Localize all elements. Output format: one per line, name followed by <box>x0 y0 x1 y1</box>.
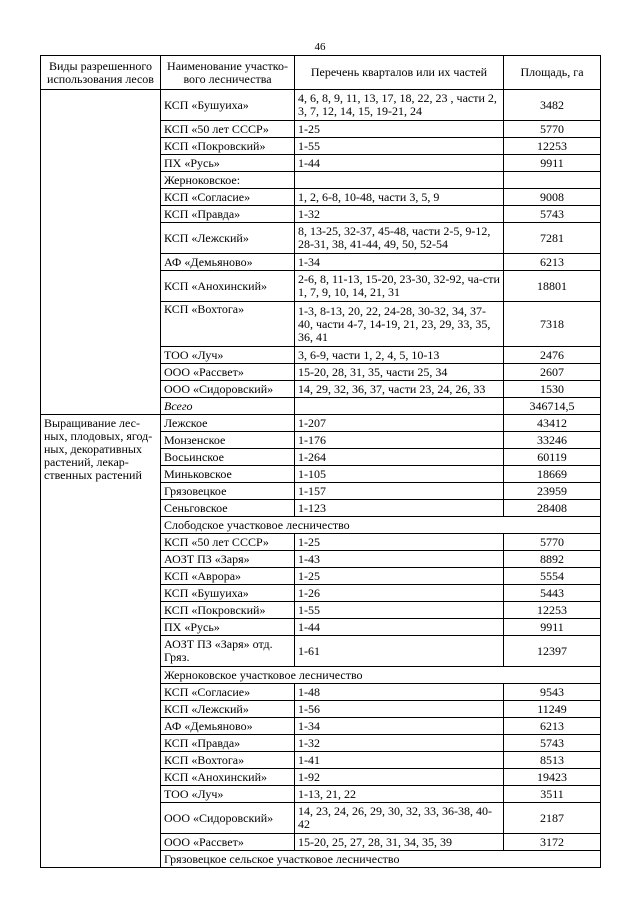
quarters-cell: 1-41 <box>295 752 504 769</box>
quarters-cell: 1-157 <box>295 483 504 500</box>
district-cell: КСП «50 лет СССР» <box>161 121 295 138</box>
area-cell: 8892 <box>504 551 601 568</box>
district-cell: Восьинское <box>161 449 295 466</box>
district-cell: КСП «Анохинский» <box>161 769 295 786</box>
district-cell: КСП «Лежский» <box>161 223 295 254</box>
district-cell: КСП «Аврора» <box>161 568 295 585</box>
district-cell: ООО «Сидоровский» <box>161 803 295 834</box>
quarters-cell <box>295 398 504 415</box>
quarters-cell <box>295 172 504 189</box>
district-cell: АОЗТ ПЗ «Заря» <box>161 551 295 568</box>
area-cell: 28408 <box>504 500 601 517</box>
page-number: 46 <box>314 41 326 53</box>
quarters-cell: 1-25 <box>295 534 504 551</box>
area-cell: 5743 <box>504 735 601 752</box>
district-cell: КСП «Покровский» <box>161 602 295 619</box>
quarters-cell: 1-13, 21, 22 <box>295 786 504 803</box>
quarters-cell: 1, 2, 6-8, 10-48, части 3, 5, 9 <box>295 189 504 206</box>
quarters-cell: 1-25 <box>295 568 504 585</box>
total-label: Всего <box>161 398 295 415</box>
quarters-cell: 15-20, 28, 31, 35, части 25, 34 <box>295 364 504 381</box>
area-cell: 11249 <box>504 701 601 718</box>
district-cell: Грязовецкое <box>161 483 295 500</box>
area-cell: 5443 <box>504 585 601 602</box>
quarters-cell: 1-48 <box>295 684 504 701</box>
area-cell: 1530 <box>504 381 601 398</box>
area-cell: 5554 <box>504 568 601 585</box>
area-cell: 9911 <box>504 155 601 172</box>
district-cell: КСП «50 лет СССР» <box>161 534 295 551</box>
district-cell: Сеньговское <box>161 500 295 517</box>
district-cell: Миньковское <box>161 466 295 483</box>
area-cell: 12397 <box>504 636 601 667</box>
district-cell: ООО «Рассвет» <box>161 364 295 381</box>
table-row <box>41 90 601 121</box>
area-cell: 9911 <box>504 619 601 636</box>
header-use: Виды разрешенного использования лесов <box>41 56 161 90</box>
quarters-cell: 15-20, 25, 27, 28, 31, 34, 35, 39 <box>295 834 504 851</box>
quarters-cell: 1-207 <box>295 415 504 432</box>
quarters-cell: 1-56 <box>295 701 504 718</box>
area-cell: 9543 <box>504 684 601 701</box>
district-cell: АФ «Демьяново» <box>161 718 295 735</box>
area-cell: 43412 <box>504 415 601 432</box>
area-cell: 8513 <box>504 752 601 769</box>
area-cell: 18669 <box>504 466 601 483</box>
use-type-cell: Выращивание лес-ных, плодовых, ягод-ных, декоративных растений, лекар-ственных растений <box>41 415 161 868</box>
quarters-cell: 1-176 <box>295 432 504 449</box>
district-cell: ТОО «Луч» <box>161 347 295 364</box>
total-value: 346714,5 <box>504 398 601 415</box>
quarters-cell: 1-44 <box>295 155 504 172</box>
area-cell: 5743 <box>504 206 601 223</box>
header-area: Площадь, га <box>504 56 601 90</box>
quarters-cell: 1-43 <box>295 551 504 568</box>
quarters-cell: 1-44 <box>295 619 504 636</box>
area-cell: 3482 <box>504 90 601 121</box>
quarters-cell: 1-105 <box>295 466 504 483</box>
area-cell: 3172 <box>504 834 601 851</box>
district-cell: АОЗТ ПЗ «Заря» отд. Гряз. <box>161 636 295 667</box>
use-type-cell <box>41 90 161 415</box>
quarters-cell: 1-32 <box>295 206 504 223</box>
area-cell: 6213 <box>504 254 601 271</box>
quarters-cell: 1-92 <box>295 769 504 786</box>
district-cell: Монзенское <box>161 432 295 449</box>
quarters-cell: 14, 23, 24, 26, 29, 30, 32, 33, 36-38, 40-42 <box>295 803 504 834</box>
area-cell: 5770 <box>504 121 601 138</box>
district-cell: АФ «Демьяново» <box>161 254 295 271</box>
district-cell: Жерноковское: <box>161 172 295 189</box>
district-cell: ТОО «Луч» <box>161 786 295 803</box>
area-cell: 23959 <box>504 483 601 500</box>
area-cell: 3511 <box>504 786 601 803</box>
area-cell: 9008 <box>504 189 601 206</box>
area-cell: 6213 <box>504 718 601 735</box>
quarters-cell: 8, 13-25, 32-37, 45-48, части 2-5, 9-12, 28-31, 38, 41-44, 49, 50, 52-54 <box>295 223 504 254</box>
area-cell: 19423 <box>504 769 601 786</box>
district-cell: КСП «Покровский» <box>161 138 295 155</box>
district-cell: КСП «Правда» <box>161 735 295 752</box>
district-cell: ООО «Сидоровский» <box>161 381 295 398</box>
district-cell: КСП «Согласие» <box>161 684 295 701</box>
district-cell: КСП «Правда» <box>161 206 295 223</box>
district-cell: КСП «Бушуиха» <box>161 585 295 602</box>
quarters-cell: 2-6, 8, 11-13, 15-20, 23-30, 32-92, ча-сти 1, 7, 9, 10, 14, 21, 31 <box>295 271 504 302</box>
quarters-cell: 1-34 <box>295 254 504 271</box>
quarters-cell: 3, 6-9, части 1, 2, 4, 5, 10-13 <box>295 347 504 364</box>
header-district: Наименование участко-вого лесничества <box>161 56 295 90</box>
area-cell: 60119 <box>504 449 601 466</box>
district-cell: КСП «Бушуиха» <box>161 90 295 121</box>
district-cell: КСП «Анохинский» <box>161 271 295 302</box>
district-cell: КСП «Вохтога» <box>161 752 295 769</box>
area-cell: 5770 <box>504 534 601 551</box>
header-quarters: Перечень кварталов или их частей <box>295 56 504 90</box>
quarters-cell: 1-55 <box>295 138 504 155</box>
quarters-cell: 1-34 <box>295 718 504 735</box>
area-cell: 18801 <box>504 271 601 302</box>
area-cell: 7281 <box>504 223 601 254</box>
district-cell: КСП «Согласие» <box>161 189 295 206</box>
section-heading: Жерноковское участковое лесничество <box>161 667 601 684</box>
quarters-cell: 1-26 <box>295 585 504 602</box>
quarters-cell: 14, 29, 32, 36, 37, части 23, 24, 26, 33 <box>295 381 504 398</box>
district-cell: Лежское <box>161 415 295 432</box>
quarters-cell: 4, 6, 8, 9, 11, 13, 17, 18, 22, 23 , части 2, 3, 7, 12, 14, 15, 19-21, 24 <box>295 90 504 121</box>
section-heading: Слободское участковое лесничество <box>161 517 601 534</box>
quarters-cell: 1-3, 8-13, 20, 22, 24-28, 30-32, 34, 37-40, части 4-7, 14-19, 21, 23, 29, 33, 35, 36, 41 <box>295 302 504 347</box>
area-cell: 2607 <box>504 364 601 381</box>
district-cell: ПХ «Русь» <box>161 619 295 636</box>
area-cell: 33246 <box>504 432 601 449</box>
quarters-cell: 1-25 <box>295 121 504 138</box>
area-cell: 12253 <box>504 602 601 619</box>
section-heading: Грязовецкое сельское участковое лесничество <box>161 851 601 868</box>
area-cell: 2476 <box>504 347 601 364</box>
area-cell <box>504 172 601 189</box>
district-cell: ПХ «Русь» <box>161 155 295 172</box>
forest-use-table <box>40 55 601 868</box>
district-cell: ООО «Рассвет» <box>161 834 295 851</box>
district-cell: КСП «Лежский» <box>161 701 295 718</box>
table-row <box>41 415 601 432</box>
area-cell: 12253 <box>504 138 601 155</box>
area-cell: 7318 <box>504 302 601 347</box>
quarters-cell: 1-61 <box>295 636 504 667</box>
quarters-cell: 1-32 <box>295 735 504 752</box>
area-cell: 2187 <box>504 803 601 834</box>
quarters-cell: 1-55 <box>295 602 504 619</box>
district-cell: КСП «Вохтога» <box>161 302 295 347</box>
quarters-cell: 1-264 <box>295 449 504 466</box>
quarters-cell: 1-123 <box>295 500 504 517</box>
